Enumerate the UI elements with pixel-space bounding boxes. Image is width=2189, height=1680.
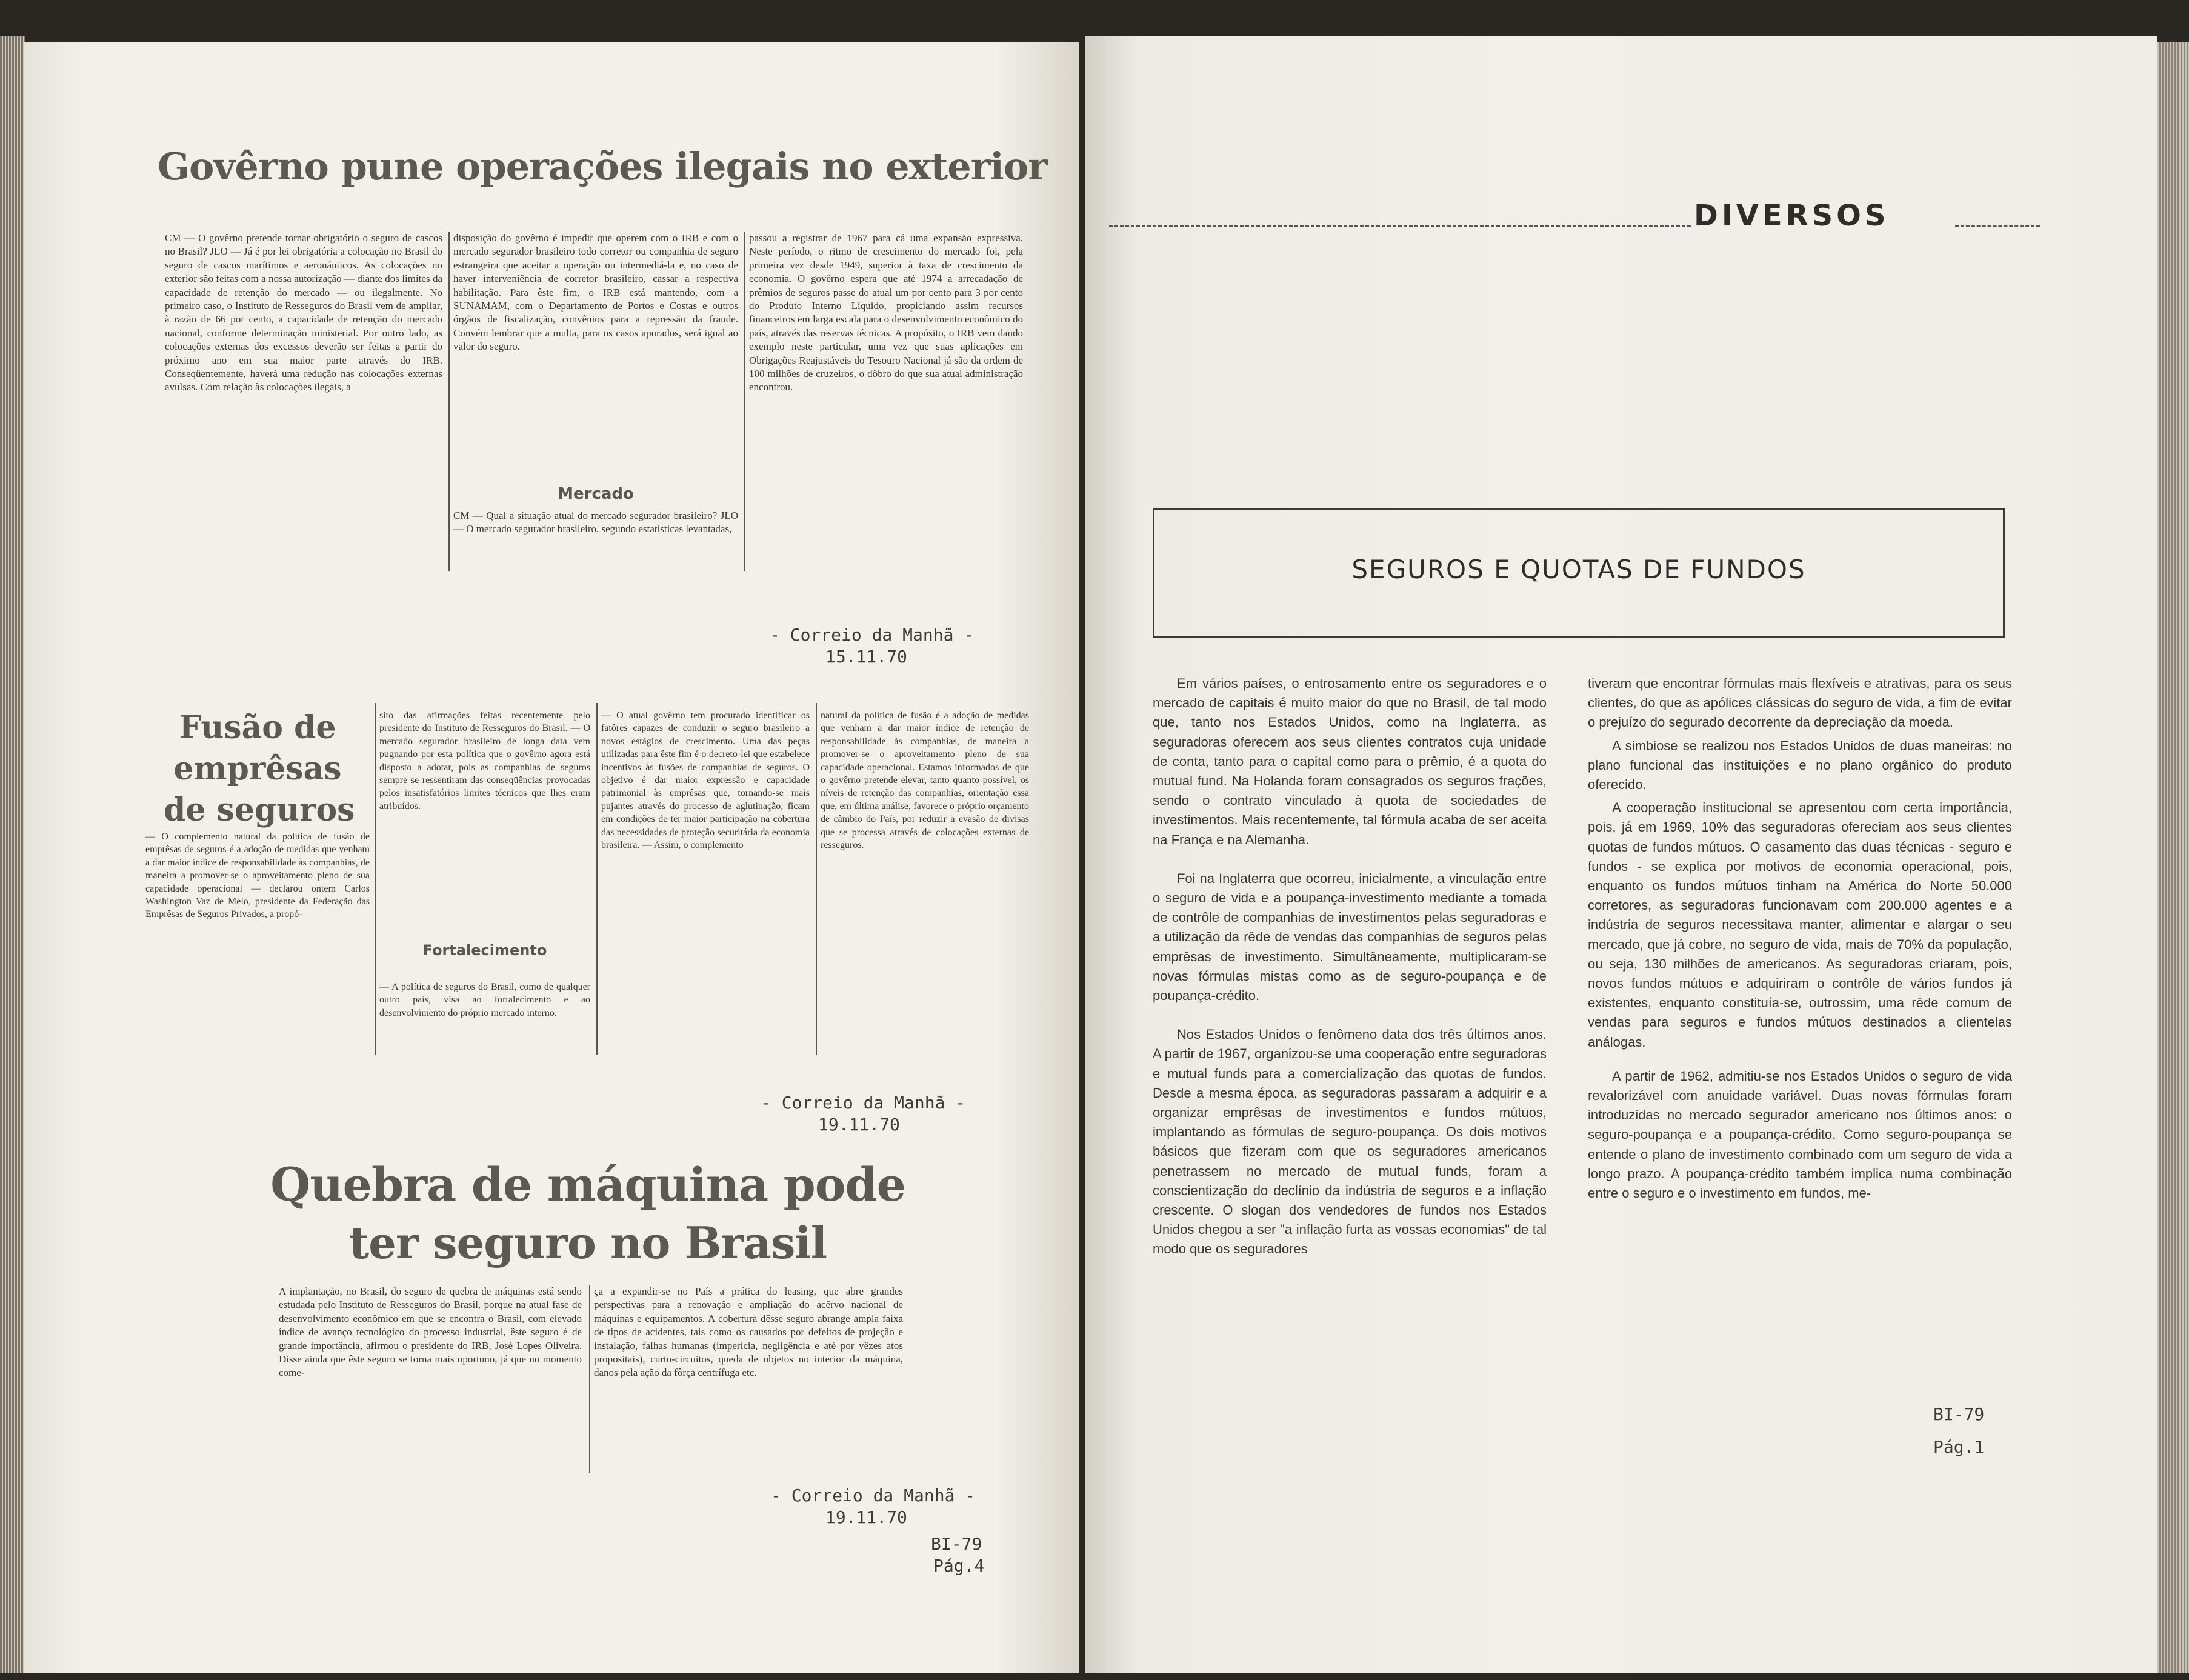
article-column: CM — Qual a situação atual do mercado segurador brasileiro? JLO — O mercado segurador brasileiro, segundo estatísticas levantadas, xyxy=(453,510,738,535)
section-rule-right xyxy=(1955,225,2040,227)
column-rule xyxy=(596,703,598,1055)
article-column: A implantação, no Brasil, do seguro de quebra de máquinas está sendo estudada pelo Instituto de Resseguros do Brasil, porque na atual fase de desenvolvimento econômico em que se encontra o Brasil, com elevado índice de avanço tecnológico do processo industrial, êste seguro é de grande importância, afirmou o presidente do IRB, José Lopes Oliveira. Disse ainda que êste seguro se torna mais oportuno, já que no momento come- xyxy=(279,1285,582,1379)
column-rule xyxy=(816,703,817,1055)
article-headline-line: de seguros xyxy=(164,792,355,828)
paragraph: Nos Estados Unidos o fenômeno data dos três últimos anos. A partir de 1967, organizou-se uma cooperação entre seguradoras e mutual funds para a comercialização das quotas de fundos. Desde a mesma época, as seguradoras passaram a adquirir e a organizar emprêsas de investimentos e fundos mútuos, implantando as fórmulas de seguro-poupança. Os dois motivos básicos que fizeram com que os seguradores americanos penetrassem no mercado de mutual funds, foram a conscientização do declínio da indústria de seguros e a inflação crescente. O slogan dos vendedores de fundos nos Estados Unidos chegou a ser "a inflação furta as vossas economias" de tal modo que os seguradores xyxy=(1153,1027,1547,1257)
clipping-fusao-empresas xyxy=(24,648,1079,1133)
right-page xyxy=(1085,36,2157,1673)
article-column-right xyxy=(1588,674,2012,1341)
column-rule xyxy=(375,703,376,1055)
left-page-edges xyxy=(0,36,25,1673)
source-credit: - Correio da Manhã - xyxy=(770,625,975,645)
page-number: Pág.4 xyxy=(933,1556,985,1576)
source-credit: - Correio da Manhã - xyxy=(761,1093,966,1113)
left-page xyxy=(24,42,1079,1673)
clipping-quebra-maquina xyxy=(24,1133,1079,1618)
page-code: BI-79 xyxy=(931,1534,982,1554)
source-credit: - Correio da Manhã - xyxy=(771,1485,976,1505)
section-heading: DIVERSOS xyxy=(1694,199,1890,233)
source-date: 19.11.70 xyxy=(818,1115,900,1135)
article-column: sito das afirmações feitas recentemente pelo presidente do Instituto de Resseguros do Brasil. — O mercado segurador brasileiro de longa data vem pugnando por esta política que o govêrno agora está disposto a adotar, pois as companhias de seguros sempre se ressentiram das conseqüências provocadas pelos insatisfatórios limites técnicos que lhes eram atribuídos. xyxy=(379,710,590,812)
article-column: natural da política de fusão é a adoção de medidas que venham a dar maior índice de retenção de responsabilidade às companhias, de maneira a promover-se o aproveitamento pleno de sua capacidade operacional. Estamos informados de que o govêrno pretende elevar, tanto quanto possível, os níveis de retenção das companhias, orientação essa que, em última análise, favorece o próprio orçamento de câmbio do País, por reduzir a evasão de divisas que se processa através de colocações externas de resseguros. xyxy=(821,710,1029,851)
article-column: — O complemento natural da política de fusão de emprêsas de seguros é a adoção de medidas que venham a dar maior índice de responsabilidade às companhias, de maneira a promover-se o aproveitamento pleno de sua capacidade operacional — declarou ontem Carlos Washington Vaz de Melo, presidente da Federação das Emprêsas de Seguros Privados, a propó- xyxy=(145,832,370,920)
page-code: BI-79 xyxy=(1933,1404,1985,1424)
clipping-govero-pune xyxy=(24,42,1079,709)
article-column: — O atual govêrno tem procurado identificar os fatôres capazes de conduzir o seguro brasileiro a novos estágios de crescimento. Uma das peças utilizadas para êste fim é o decreto-lei que estabelece incentivos às fusões de companhias de seguros. O objetivo é dar maior expressão e capacidade patrimonial às emprêsas que, tornando-se mais pujantes através do processo de aglutinação, ficam em condições de ter maior participação na cobertura das necessidades de proteção securitária da economia brasileira. — Assim, o complemento xyxy=(601,710,810,851)
article-headline: Govêrno pune operações ilegais no exterior xyxy=(158,144,1047,188)
right-page-edges xyxy=(2154,42,2189,1673)
article-headline-line: Fusão de xyxy=(179,709,336,746)
paragraph: A cooperação institucional se apresentou com certa importância, pois, já em 1969, 10% das seguradoras ofereciam aos seus clientes quotas de fundos mútuos. O casamento das duas técnicas - seguro e fundos - se explica por motivos de economia operacional, pois, enquanto os fundos mútuos tinham na América do Norte 50.000 corretores, as seguradoras funcionavam com 200.000 agentes e a indústria de seguros necessitava manter, alimentar e alargar o seu mercado, que já cobre, no seguro de vida, mais de 70% da população, ou seja, 130 milhões de americanos. As seguradoras criaram, pois, novos fundos mútuos e adquiriram o contrôle de vários fundos já existentes, enquanto constituía-se, outrossim, uma rêde comum de vendas para seguros e fundos mútuos destinados a clientelas análogas. xyxy=(1588,800,2012,1050)
page-number: Pág.1 xyxy=(1933,1437,1985,1457)
article-column: CM — O govêrno pretende tornar obrigatório o seguro de cascos no Brasil? JLO — Já é por lei obrigatória a colocação no Brasil do seguro de cascos marítimos e aeronáuticos. As colocações no exterior são feitas com a nossa autorização — diante dos limites da capacidade de retenção do mercado — ou ilegalmente. No primeiro caso, o Instituto de Resseguros do Brasil vem de ampliar, à razão de 66 por cento, a capacidade de retenção do mercado nacional, conforme determinação ministerial. Por outro lado, as colocações externas dos excessos deverão ser feitas a partir do próximo ano em sua maior parte através do IRB. Conseqüentemente, haverá uma redução nas colocações externas avulsas. Com relação às colocações ilegais, a xyxy=(165,232,442,393)
article-subhead: Fortalecimento xyxy=(422,942,547,959)
article-headline-line: emprêsas xyxy=(173,750,342,787)
paragraph: A simbiose se realizou nos Estados Unidos de duas maneiras: no plano funcional das instituições e no plano orgânico do produto oferecido. xyxy=(1588,738,2012,793)
source-date: 19.11.70 xyxy=(825,1507,907,1527)
paragraph: tiveram que encontrar fórmulas mais flexíveis e atrativas, para os seus clientes, do que as apólices clássicas do seguro de vida, a fim de evitar o prejuízo do segurado decorrente da depreciação da moeda. xyxy=(1588,676,2012,730)
column-rule xyxy=(744,232,745,571)
article-title: SEGUROS E QUOTAS DE FUNDOS xyxy=(1351,555,1806,584)
article-subhead: Mercado xyxy=(558,485,634,503)
article-headline-line: Quebra de máquina pode xyxy=(270,1158,905,1212)
article-column: ça a expandir-se no País a prática do leasing, que abre grandes perspectivas para a renovação e ampliação do acêrvo nacional de máquinas e equipamentos. A cobertura dêsse seguro abrange ampla faixa de tipos de acidentes, tais como os causados por defeitos de projeção e instalação, falhas humanas (imperícia, negligência e até por vêzes atos propositais), curto-circuitos, queda de objetos no interior da máquina, danos pela ação da fôrça centrífuga etc. xyxy=(594,1285,903,1379)
source-date: 15.11.70 xyxy=(825,647,907,667)
article-column: passou a registrar de 1967 para cá uma expansão expressiva. Neste período, o ritmo de crescimento do mercado foi, pela primeira vez desde 1949, superior à taxa de crescimento da economia. O govêrno espera que até 1974 a arrecadação de prêmios de seguros passe do atual um por cento para 3 por cento do Produto Interno Líquido, propiciando assim recursos financeiros em larga escala para o desenvolvimento econômico do país, através das reservas técnicas. A propósito, o IRB vem dando exemplo neste particular, uma vez que suas aplicações em Obrigações Reajustáveis do Tesouro Nacional já são da ordem de 100 milhões de cruzeiros, o dôbro do que sua atual administração encontrou. xyxy=(749,232,1023,393)
paragraph: A partir de 1962, admitiu-se nos Estados Unidos o seguro de vida revalorizável com anuidade variável. Duas novas fórmulas foram introduzidas no mercado segurador americano nos últimos anos: o seguro-poupança e a poupança-crédito. Como seguro-poupança se entende o plano de investimento combinado com um seguro de vida a longo prazo. A poupança-crédito também implica numa combinação entre o seguro e o investimento em fundos, me- xyxy=(1588,1068,2012,1201)
paragraph: Em vários países, o entrosamento entre os seguradores e o mercado de capitais é muito maior do que no Brasil, de tal modo que, tanto nos Estados Unidos, como na Inglaterra, as seguradoras oferecem aos seus clientes contratos cuja unidade de conta, tanto para o capital como para o prêmio, é a quota do mutual fund. Na Holanda foram consagrados os seguros frações, sendo o contrato vinculado à quota de sociedades de investimentos. Mais recentemente, tal fórmula acaba de ser aceita na França e na Alemanha. xyxy=(1153,676,1547,847)
article-column: — A política de seguros do Brasil, como de qualquer outro país, visa ao fortalecimento e ao desenvolvimento do próprio mercado interno. xyxy=(379,982,590,1018)
article-column: disposição do govêrno é impedir que operem com o IRB e com o mercado segurador brasileiro todo corretor ou companhia de seguro estrangeira que aceitar a operação ou intermediá-la e, no caso de haver interveniência de corretor brasileiro, cassar a respectiva habilitação. Para êste fim, o IRB está mantendo, com a SUNAMAM, com o Departamento de Portos e Costas e outros órgãos de fiscalização, convênios para a repressão da fraude. Convém lembrar que a multa, para os casos apurados, será igual ao valor do seguro. xyxy=(453,232,738,353)
article-headline-line: ter seguro no Brasil xyxy=(348,1217,827,1268)
paragraph: Foi na Inglaterra que ocorreu, inicialmente, a vinculação entre o seguro de vida e a poupança-investimento mediante a tomada de contrôle de companhias de investimentos pelas seguradoras e a utilização da rêde de vendas das companhias de seguros pelas emprêsas de investimento. Simultâneamente, multiplicaram-se novas fórmulas mistas como as de seguro-poupança e de poupança-crédito. xyxy=(1153,870,1547,1004)
article-column-left xyxy=(1153,674,1547,1328)
column-rule xyxy=(448,232,450,571)
column-rule xyxy=(589,1285,590,1473)
section-rule-left xyxy=(1109,225,1691,227)
